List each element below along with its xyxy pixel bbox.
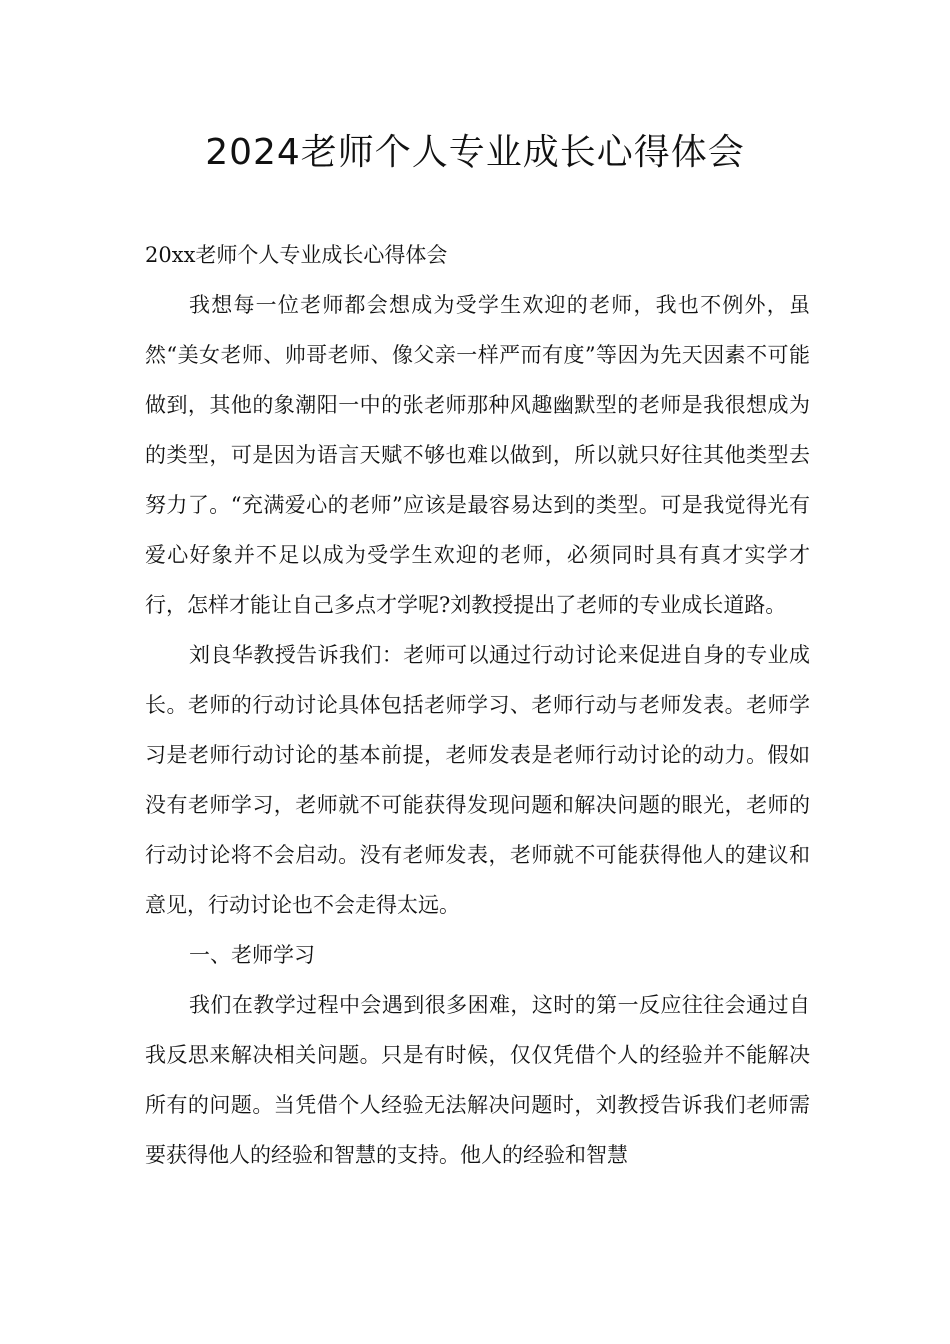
paragraph-intro: 我想每一位老师都会想成为受学生欢迎的老师，我也不例外，虽然“美女老师、帅哥老师、像父亲一样严而有度”等因为先天因素不可能做到，其他的象潮阳一中的张老师那种风趣幽默型的老师是我很想成为的类型，可是因为语言天赋不够也难以做到，所以就只好往其他类型去努力了。“充满爱心的老师”应该是最容易达到的类型。可是我觉得光有爱心好象并不足以成为受学生欢迎的老师，必须同时具有真才实学才行，怎样才能让自己多点才学呢?刘教授提出了老师的专业成长道路。 <box>145 293 810 617</box>
paragraph-action-research: 刘良华教授告诉我们：老师可以通过行动讨论来促进自身的专业成长。老师的行动讨论具体包括老师学习、老师行动与老师发表。老师学习是老师行动讨论的基本前提，老师发表是老师行动讨论的动力。假如没有老师学习，老师就不可能获得发现问题和解决问题的眼光，老师的行动讨论将不会启动。没有老师发表，老师就不可能获得他人的建议和意见，行动讨论也不会走得太远。 <box>145 643 810 917</box>
document-body <box>145 230 810 1180</box>
paragraph-teacher-learning: 我们在教学过程中会遇到很多困难，这时的第一反应往往会通过自我反思来解决相关问题。只是有时候，仅仅凭借个人的经验并不能解决所有的问题。当凭借个人经验无法解决问题时，刘教授告诉我们老师需要获得他人的经验和智慧的支持。他人的经验和智慧 <box>145 993 810 1167</box>
paragraph-subtitle: 20xx老师个人专业成长心得体会 <box>145 243 448 267</box>
section-heading-teacher-learning: 一、老师学习 <box>189 943 315 967</box>
document-title: 2024老师个人专业成长心得体会 <box>205 132 745 173</box>
